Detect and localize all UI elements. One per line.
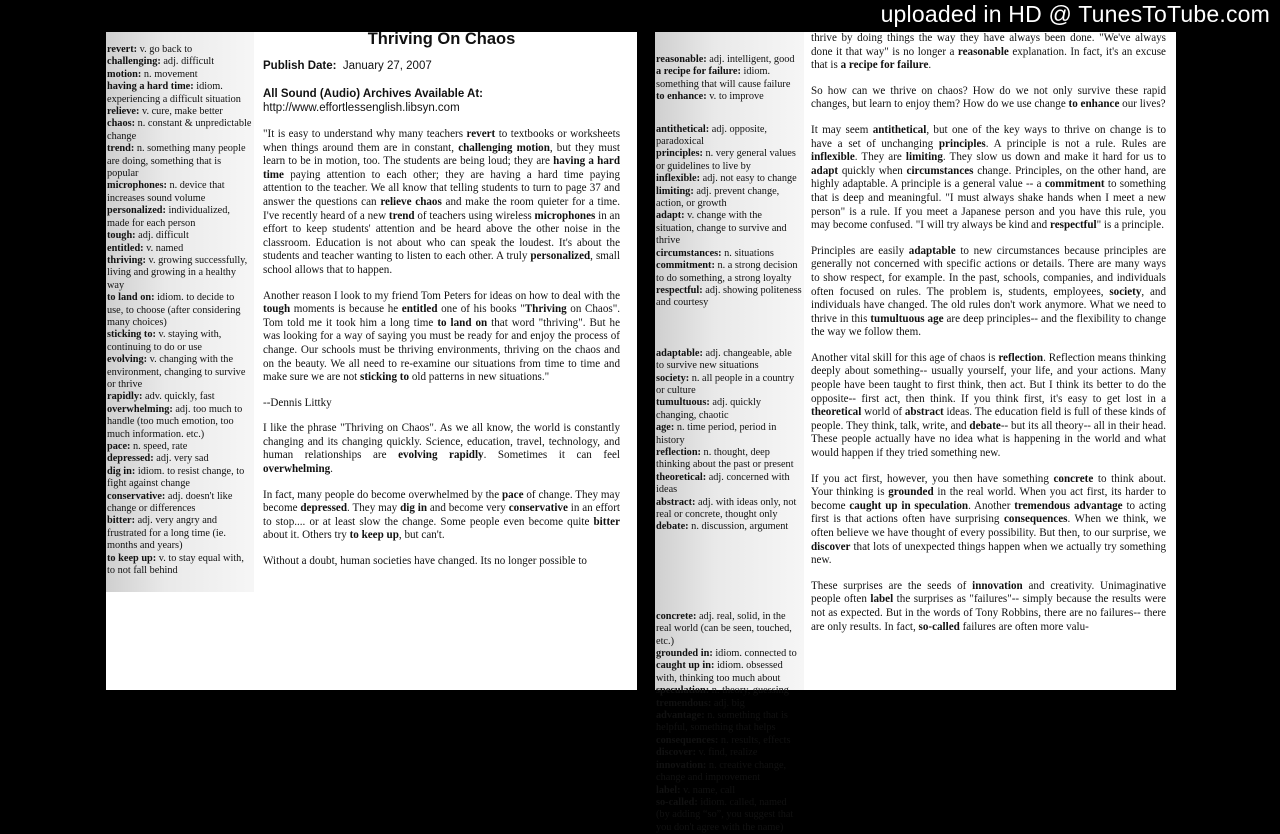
paragraph-text: , but they must learn to be in motion, too. The students are being loud; they are <box>263 141 620 168</box>
vocabulary-word: Thriving <box>524 303 567 316</box>
glossary-definition: idiom. called, named (by adding “so”, you suggest that you don't agree with the name) <box>656 796 794 833</box>
glossary-term: trend: <box>107 143 135 155</box>
glossary-definition: idiom. something that will cause failure <box>656 66 791 90</box>
vocabulary-word: abstract <box>904 406 944 419</box>
paragraph-text: moments is because he <box>290 303 402 316</box>
glossary-definition: n. all people in a country or culture <box>656 372 795 396</box>
paragraph-text: I like the phrase "Thriving on Chaos". As we all know, the world is constantly changing and its changing quickly. Science, education, travel, technology, and human relationships are <box>263 422 620 462</box>
left-glossary-sidebar <box>106 32 254 592</box>
glossary-entry <box>656 397 802 422</box>
vocabulary-word: limiting <box>905 151 943 164</box>
glossary-definition: adj. real, solid, in the real world (can be seen, touched, etc.) <box>656 610 792 647</box>
article-paragraph <box>263 290 620 385</box>
glossary-entry <box>656 373 802 398</box>
paragraph-text: quickly when <box>838 164 907 177</box>
archive-heading: All Sound (Audio) Archives Available At: <box>263 88 484 100</box>
glossary-definition: idiom. obsessed with, thinking too much about <box>656 660 783 684</box>
glossary-term: respectful: <box>656 284 703 296</box>
paragraph-text: to new circumstances because principles are generally not concerned with specific actions or details. There are many ways to show respect, for example. In the past, schools, companies, and individuals often focused on rules. The problem is, students, employees, <box>811 244 1167 298</box>
article-paragraph <box>263 489 620 543</box>
paragraph-text: ideas. The education field is full of these kinds of people. They think, talk, write, and <box>811 406 1166 432</box>
paragraph-text: So how can we thrive on chaos? How do we not only survive these rapid changes, but learn to enjoy them? How do we use change <box>811 84 1166 111</box>
vocabulary-word: overwhelming <box>263 463 331 476</box>
vocabulary-word: society <box>1109 285 1142 298</box>
paragraph-text: It may seem <box>811 123 873 136</box>
paragraph-text: paying attention to each other; they are having a hard time paying attention to the teacher. We all know that telling students to turn to page 37 and answer the questions can <box>263 168 620 208</box>
glossary-entry <box>107 230 252 242</box>
glossary-term: having a hard time: <box>107 81 194 93</box>
glossary-definition: adj. not easy to change <box>700 173 797 185</box>
glossary-definition: idiom. to resist change, to fight against change <box>107 465 245 490</box>
glossary-entry <box>107 329 252 354</box>
glossary-term: personalized: <box>107 205 166 217</box>
right-page <box>655 32 1176 833</box>
glossary-definition: adv. quickly, fast <box>142 391 215 403</box>
paragraph-text: Without a doubt, human societies have changed. Its no longer possible to <box>263 555 587 568</box>
glossary-term: tumultuous: <box>656 397 710 409</box>
paragraph-text: explanation. In fact, it's an excuse that is <box>811 45 1166 72</box>
glossary-definition: adj. very sad <box>153 453 209 465</box>
glossary-term: debate: <box>656 521 689 533</box>
paragraph-text: the surprises as "failures"-- simply because the results were not as expected. But in the words of Tony Robbins, there are no failures-- there are only results. In fact, <box>811 593 1166 633</box>
vocabulary-word: adapt <box>811 164 839 177</box>
paragraph-text: In fact, many people do become overwhelmed by the <box>263 488 502 501</box>
glossary-entry <box>656 148 802 173</box>
paragraph-text: and creativity. Unimaginative people often <box>811 579 1166 606</box>
glossary-entry <box>656 685 802 697</box>
glossary-entry <box>656 210 802 247</box>
glossary-entry <box>656 710 802 735</box>
glossary-entry <box>656 521 802 533</box>
paragraph-text: , but can't. <box>398 529 445 542</box>
glossary-definition: adj. changeable, able to survive new situations <box>656 347 792 372</box>
glossary-term: chaos: <box>107 118 136 130</box>
glossary-definition: v. staying with, continuing to do or use <box>107 329 222 353</box>
paragraph-text: to acting first is that actions often have surprising <box>811 499 1166 526</box>
vocabulary-word: depressed <box>300 502 348 515</box>
glossary-term: entitled: <box>107 242 144 254</box>
glossary-definition: individualized, made for each person <box>107 205 230 229</box>
paragraph-text: old patterns in new situations." <box>409 371 550 384</box>
publish-date-label: Publish Date: <box>263 60 337 72</box>
glossary-definition: v. go back to <box>137 44 193 55</box>
glossary-term: evolving: <box>107 354 148 366</box>
glossary-definition: v. to stay equal with, to not fall behind <box>107 552 244 577</box>
glossary-term: thriving: <box>107 254 146 266</box>
glossary-definition: v. to improve <box>706 91 764 103</box>
vocabulary-word: reflection <box>998 351 1044 364</box>
vocabulary-word: microphones <box>534 209 596 222</box>
glossary-entry <box>107 44 252 56</box>
glossary-entry <box>656 611 802 648</box>
vocabulary-word: grounded <box>888 486 934 499</box>
paragraph-text: --Dennis Littky <box>263 396 332 409</box>
glossary-entry <box>107 453 252 465</box>
glossary-entry <box>656 648 802 660</box>
glossary-entry <box>656 66 802 91</box>
glossary-term: limiting: <box>656 185 694 197</box>
glossary-definition: v. name, call <box>680 784 736 796</box>
vocabulary-word: relieve chaos <box>380 195 442 208</box>
glossary-entry <box>656 472 802 497</box>
vocabulary-word: sticking to <box>360 371 410 384</box>
glossary-term: revert: <box>107 44 138 55</box>
glossary-entry <box>656 797 802 834</box>
paragraph-text: . They are <box>854 151 906 164</box>
paragraph-text: that word "thriving". But he was looking for a way of saying you must be ready for and enjoy the process of change. Our schools must be thriving environments, thriving on the chaos and on the beauty. We all need to re-examine our situations from time to time and make sure we are not <box>263 316 620 384</box>
glossary-term: overwhelming: <box>107 403 173 415</box>
glossary-definition: adj. with ideas only, not real or concrete, thought only <box>656 496 797 520</box>
paragraph-text: Another reason I look to my friend Tom Peters for ideas on how to deal with the <box>263 289 620 302</box>
glossary-definition: n. situations <box>721 247 774 259</box>
glossary-term: to keep up: <box>107 552 157 564</box>
publish-date-value: January 27, 2007 <box>342 60 432 72</box>
glossary-entry <box>107 515 252 552</box>
glossary-entry <box>656 91 802 103</box>
vocabulary-word: to enhance <box>1068 98 1120 111</box>
glossary-entry <box>656 660 802 685</box>
article-paragraph <box>811 85 1166 112</box>
left-article-body <box>263 128 620 569</box>
vocabulary-word: adaptable <box>908 244 956 257</box>
glossary-term: reasonable: <box>656 54 707 65</box>
article-paragraph <box>263 555 620 569</box>
glossary-entry <box>107 491 252 516</box>
glossary-entry <box>656 698 802 710</box>
paragraph-text: and make the room quieter for a time. I've recently heard of a new <box>263 195 620 222</box>
glossary-definition: n. discussion, argument <box>688 521 789 533</box>
glossary-term: dig in: <box>107 465 136 477</box>
glossary-entry <box>107 118 252 143</box>
glossary-entry <box>107 205 252 230</box>
glossary-definition: adj. showing politeness and courtesy <box>656 284 802 309</box>
vocabulary-word: tough <box>263 303 291 316</box>
glossary-entry <box>656 186 802 211</box>
paragraph-text: to textbooks or worksheets when things around them are in constant, <box>263 128 621 154</box>
glossary-term: challenging: <box>107 56 161 68</box>
glossary-term: sticking to: <box>107 329 156 341</box>
glossary-entry <box>656 348 802 373</box>
glossary-term: adaptable: <box>656 347 703 359</box>
glossary-definition: n. speed, rate <box>130 441 188 452</box>
glossary-term: motion: <box>107 68 142 80</box>
glossary-definition: n. creative change, change and improvement <box>656 759 787 784</box>
glossary-entry <box>656 248 802 260</box>
article-title: Thriving On Chaos <box>367 30 516 48</box>
glossary-definition: adj. too much to handle (too much emotion, too much information. etc.) <box>107 403 243 440</box>
glossary-definition: n. device that increases sound volume <box>107 180 225 204</box>
glossary-entry <box>107 81 252 106</box>
glossary-term: reflection: <box>656 446 701 458</box>
vocabulary-word: theoretical <box>811 406 862 419</box>
glossary-definition: n. very general values or guidelines to live by <box>656 148 796 172</box>
glossary-term: circumstances: <box>656 247 722 259</box>
glossary-entry <box>656 54 802 66</box>
vocabulary-word: reasonable <box>957 45 1009 58</box>
paragraph-text: . Another <box>968 499 1015 512</box>
archive-url: http://www.effortlessenglish.libsyn.com <box>263 102 460 114</box>
article-paragraph <box>811 352 1166 461</box>
glossary-term: conservative: <box>107 490 166 502</box>
paragraph-text: These surprises are the seeds of <box>811 579 973 592</box>
paragraph-text: of change. They may become <box>263 488 620 515</box>
paragraph-text: . A principle is not a rule. Rules are <box>985 137 1166 150</box>
right-article-body <box>811 32 1166 634</box>
glossary-definition: adj. concerned with ideas <box>656 471 790 496</box>
vocabulary-word: commitment <box>1044 178 1105 191</box>
paragraph-text: that lots of unexpected things happen when we actually try something new. <box>811 540 1166 567</box>
glossary-definition: adj. opposite, paradoxical <box>656 123 767 148</box>
article-paragraph <box>811 245 1166 340</box>
vocabulary-word: principles <box>938 137 986 150</box>
glossary-definition: adj. doesn't like change or differences <box>107 490 233 515</box>
vocabulary-word: a recipe for failure <box>840 59 929 72</box>
glossary-definition: v. find, realize <box>696 747 758 759</box>
paragraph-text: . Sometimes it can feel <box>483 449 621 462</box>
glossary-definition: idiom. to decide to use, to choose (after considering many choices) <box>107 292 241 328</box>
glossary-term: a recipe for failure: <box>656 66 741 78</box>
glossary-entry <box>107 466 252 491</box>
article-paragraph <box>811 124 1166 233</box>
glossary-entry <box>107 553 252 578</box>
paragraph-text: , small school allows that to happen. <box>263 250 620 276</box>
glossary-term: antithetical: <box>656 123 710 135</box>
glossary-entry <box>107 106 252 118</box>
glossary-entry <box>656 260 802 285</box>
glossary-term: age: <box>656 422 675 434</box>
paragraph-text: . <box>330 463 333 476</box>
glossary-term: commitment: <box>656 260 715 272</box>
vocabulary-word: revert <box>466 128 496 140</box>
glossary-entry <box>107 441 252 453</box>
glossary-term: consequences: <box>656 734 719 746</box>
glossary-term: theoretical: <box>656 471 707 483</box>
vocabulary-word: consequences <box>1003 513 1068 526</box>
article-paragraph <box>263 128 620 278</box>
glossary-term: adapt: <box>656 210 685 222</box>
paragraph-text: Another vital skill for this age of chaos is <box>811 351 999 364</box>
glossary-definition: n. a strong decision to do something, a strong loyalty <box>656 260 798 284</box>
paragraph-text: , but one of the key ways to thrive on change is to have a set of unchanging <box>811 123 1166 150</box>
glossary-definition: adj. prevent change, action, or growth <box>656 185 780 210</box>
glossary-term: microphones: <box>107 180 167 192</box>
paragraph-text: Principles are easily <box>811 244 909 257</box>
glossary-term: concrete: <box>656 610 697 622</box>
glossary-term: to enhance: <box>656 91 707 103</box>
glossary-definition: n. movement <box>141 68 198 80</box>
vocabulary-word: circumstances <box>906 164 974 177</box>
glossary-entry <box>656 124 802 149</box>
glossary-definition: n. time period, period in history <box>656 422 777 446</box>
glossary-entry <box>656 760 802 785</box>
paragraph-text: in an effort to keep students' attention and be heard above the other noise in the classroom. Education is not about who can speak the loudest. It's about the students and teacher wanting to listen to each other. A truly <box>263 209 621 263</box>
glossary-definition: v. named <box>143 242 184 254</box>
paragraph-text: and become very <box>427 502 509 515</box>
paragraph-text: about it. Others try <box>263 529 350 542</box>
glossary-term: depressed: <box>107 453 154 465</box>
vocabulary-word: caught up in speculation <box>849 499 969 512</box>
vocabulary-word: challenging motion <box>458 141 550 154</box>
vocabulary-word: concrete <box>1053 472 1094 485</box>
glossary-definition: adj. quickly changing, chaotic <box>656 397 761 421</box>
paragraph-text: in the real world. When you act first, its harder to become <box>811 486 1166 512</box>
glossary-term: inflexible: <box>656 173 701 185</box>
glossary-entry <box>107 404 252 441</box>
glossary-definition: n. constant & unpredictable change <box>107 118 252 142</box>
paragraph-text: . Reflection means thinking deeply about something-- usually yourself, your life, and your actions. Many people have been taught to first think, then act. But I think its better to do the opposite-- first act, then think. If you think first, it's easy to get lost in a <box>811 351 1167 405</box>
paragraph-text: are deep principles-- and the flexibility to change the way we follow them. <box>811 312 1167 339</box>
vocabulary-word: conservative <box>508 502 568 515</box>
paragraph-text: . They may <box>347 502 401 515</box>
glossary-definition: n. something that is helpful, something that helps <box>656 710 788 734</box>
vocabulary-word: pace <box>501 488 524 501</box>
vocabulary-word: innovation <box>972 579 1023 592</box>
glossary-term: grounded in: <box>656 648 713 660</box>
paragraph-text: our lives? <box>1119 98 1166 111</box>
vocabulary-word: to land on <box>437 316 488 329</box>
glossary-term: label: <box>656 784 681 796</box>
glossary-entry <box>107 243 252 255</box>
vocabulary-word: label <box>870 593 894 606</box>
paragraph-text: on Chaos". Tom told me it took him a long time <box>263 303 620 329</box>
vocabulary-word: personalized <box>530 250 591 263</box>
glossary-term: tough: <box>107 230 136 242</box>
glossary-entry <box>656 735 802 747</box>
paragraph-text: to something that is deep and meaningful. "I must always shake hands when I meet a new person" is a rule. If you meet a Japanese person and you have this rule, you may become confused. "I will try always be kind and <box>811 178 1166 232</box>
glossary-term: advantage: <box>656 710 705 722</box>
paragraph-text: of teachers using wireless <box>414 209 535 222</box>
vocabulary-word: tremendous advantage <box>1014 499 1123 512</box>
glossary-term: to land on: <box>107 292 155 304</box>
vocabulary-word: entitled <box>401 303 438 316</box>
glossary-definition: idiom. connected to <box>712 648 797 660</box>
vocabulary-word: debate <box>969 419 1001 432</box>
article-paragraph <box>263 397 620 411</box>
glossary-term: pace: <box>107 441 131 452</box>
glossary-definition: n. thought, deep thinking about the past or present <box>656 446 794 471</box>
vocabulary-word: having a hard time <box>263 155 620 181</box>
glossary-term: rapidly: <box>107 391 143 403</box>
glossary-entry <box>107 56 252 68</box>
glossary-entry <box>656 422 802 447</box>
left-article-column <box>263 32 620 581</box>
glossary-entry <box>107 143 252 180</box>
vocabulary-word: discover <box>811 540 851 553</box>
glossary-term: abstract: <box>656 496 696 508</box>
paragraph-text: . <box>928 59 932 72</box>
glossary-term: society: <box>656 372 690 384</box>
vocabulary-word: antithetical <box>872 123 927 136</box>
glossary-entry <box>107 354 252 391</box>
glossary-definition: adj. difficult <box>135 230 189 242</box>
article-paragraph <box>811 580 1166 634</box>
paragraph-text: -- but its all theory-- all in their head. These people actually have no idea what is happening in the world and what would happen if they tried something new. <box>811 419 1166 460</box>
glossary-entry <box>656 785 802 797</box>
vocabulary-word: tumultuous age <box>870 312 944 325</box>
vocabulary-word: evolving rapidly <box>398 449 484 462</box>
right-glossary-sidebar <box>655 32 804 833</box>
paragraph-text: . When we think, we often believe we have thought of every possibility. But then, to our surprise, we <box>811 513 1166 539</box>
glossary-term: relieve: <box>107 106 140 118</box>
vocabulary-word: respectful <box>1049 219 1097 232</box>
paragraph-text: "It is easy to understand why many teachers <box>263 128 467 140</box>
article-paragraph <box>811 473 1166 568</box>
glossary-term: speculation: <box>656 685 710 697</box>
glossary-entry <box>656 747 802 759</box>
glossary-entry <box>107 292 252 329</box>
glossary-entry <box>656 285 802 310</box>
left-page <box>106 32 637 690</box>
vocabulary-word: trend <box>388 209 415 222</box>
vocabulary-word: to keep up <box>349 529 399 542</box>
glossary-term: discover: <box>656 747 697 759</box>
glossary-definition: n. theory, guessing <box>709 685 789 697</box>
glossary-definition: v. change with the situation, change to survive and thrive <box>656 210 787 247</box>
glossary-definition: v. changing with the environment, changing to survive or thrive <box>107 354 246 390</box>
paragraph-text: change. Principles, on the other hand, are highly adaptable. A principle is a general value -- a <box>811 164 1166 191</box>
vocabulary-word: dig in <box>400 502 428 515</box>
glossary-term: caught up in: <box>656 660 715 672</box>
glossary-term: so-called: <box>656 796 698 808</box>
glossary-term: principles: <box>656 148 703 160</box>
paragraph-text: . They slow us down and make it hard for us to <box>942 151 1166 164</box>
glossary-entry <box>107 180 252 205</box>
glossary-entry <box>107 255 252 292</box>
glossary-definition: v. cure, make better <box>139 106 223 118</box>
paragraph-text: in an effort to stop.... or at least slow the change. Some people even become quite <box>263 502 621 528</box>
glossary-definition: adj. very angry and frustrated for a long time (ie. months and years) <box>107 515 226 552</box>
vocabulary-word: inflexible <box>811 151 855 164</box>
glossary-definition: adj. big <box>711 697 745 709</box>
paragraph-text: If you act first, however, you then have something <box>811 472 1054 485</box>
glossary-definition: idiom. experiencing a difficult situation <box>107 81 241 105</box>
glossary-entry <box>656 497 802 522</box>
vocabulary-word: bitter <box>593 515 620 528</box>
paragraph-text: one of his books " <box>437 303 525 316</box>
paragraph-text: , and individuals have changed. The old rules don't work anymore. What we need to thrive in this <box>811 285 1166 325</box>
glossary-definition: adj. difficult <box>160 56 215 68</box>
glossary-term: tremendous: <box>656 697 712 709</box>
paragraph-text: thrive by doing things the way they have always been done. "We've always done it that way" is no longer a <box>811 32 1166 58</box>
glossary-entry <box>107 391 252 403</box>
article-paragraph <box>811 32 1166 73</box>
glossary-definition: n. results, effects <box>718 734 791 746</box>
paragraph-text: world of <box>861 406 905 419</box>
paragraph-text: to think about. Your thinking is <box>811 472 1166 499</box>
paragraph-text: " is a principle. <box>1096 219 1164 232</box>
glossary-entry <box>656 173 802 185</box>
glossary-entry <box>107 69 252 81</box>
watermark-text: uploaded in HD @ TunesToTube.com <box>880 1 1270 27</box>
vocabulary-word: so-called <box>918 620 960 633</box>
paragraph-text: failures are often more valu- <box>959 620 1089 633</box>
glossary-entry <box>656 447 802 472</box>
publish-date-line <box>263 59 620 73</box>
article-paragraph <box>263 422 620 476</box>
glossary-definition: n. something many people are doing, something that is popular <box>107 143 246 180</box>
glossary-term: innovation: <box>656 759 707 771</box>
glossary-definition: v. growing successfully, living and growing in a healthy way <box>107 254 248 291</box>
glossary-definition: adj. intelligent, good <box>706 54 795 65</box>
right-article-column <box>811 32 1166 646</box>
glossary-term: bitter: <box>107 515 136 527</box>
